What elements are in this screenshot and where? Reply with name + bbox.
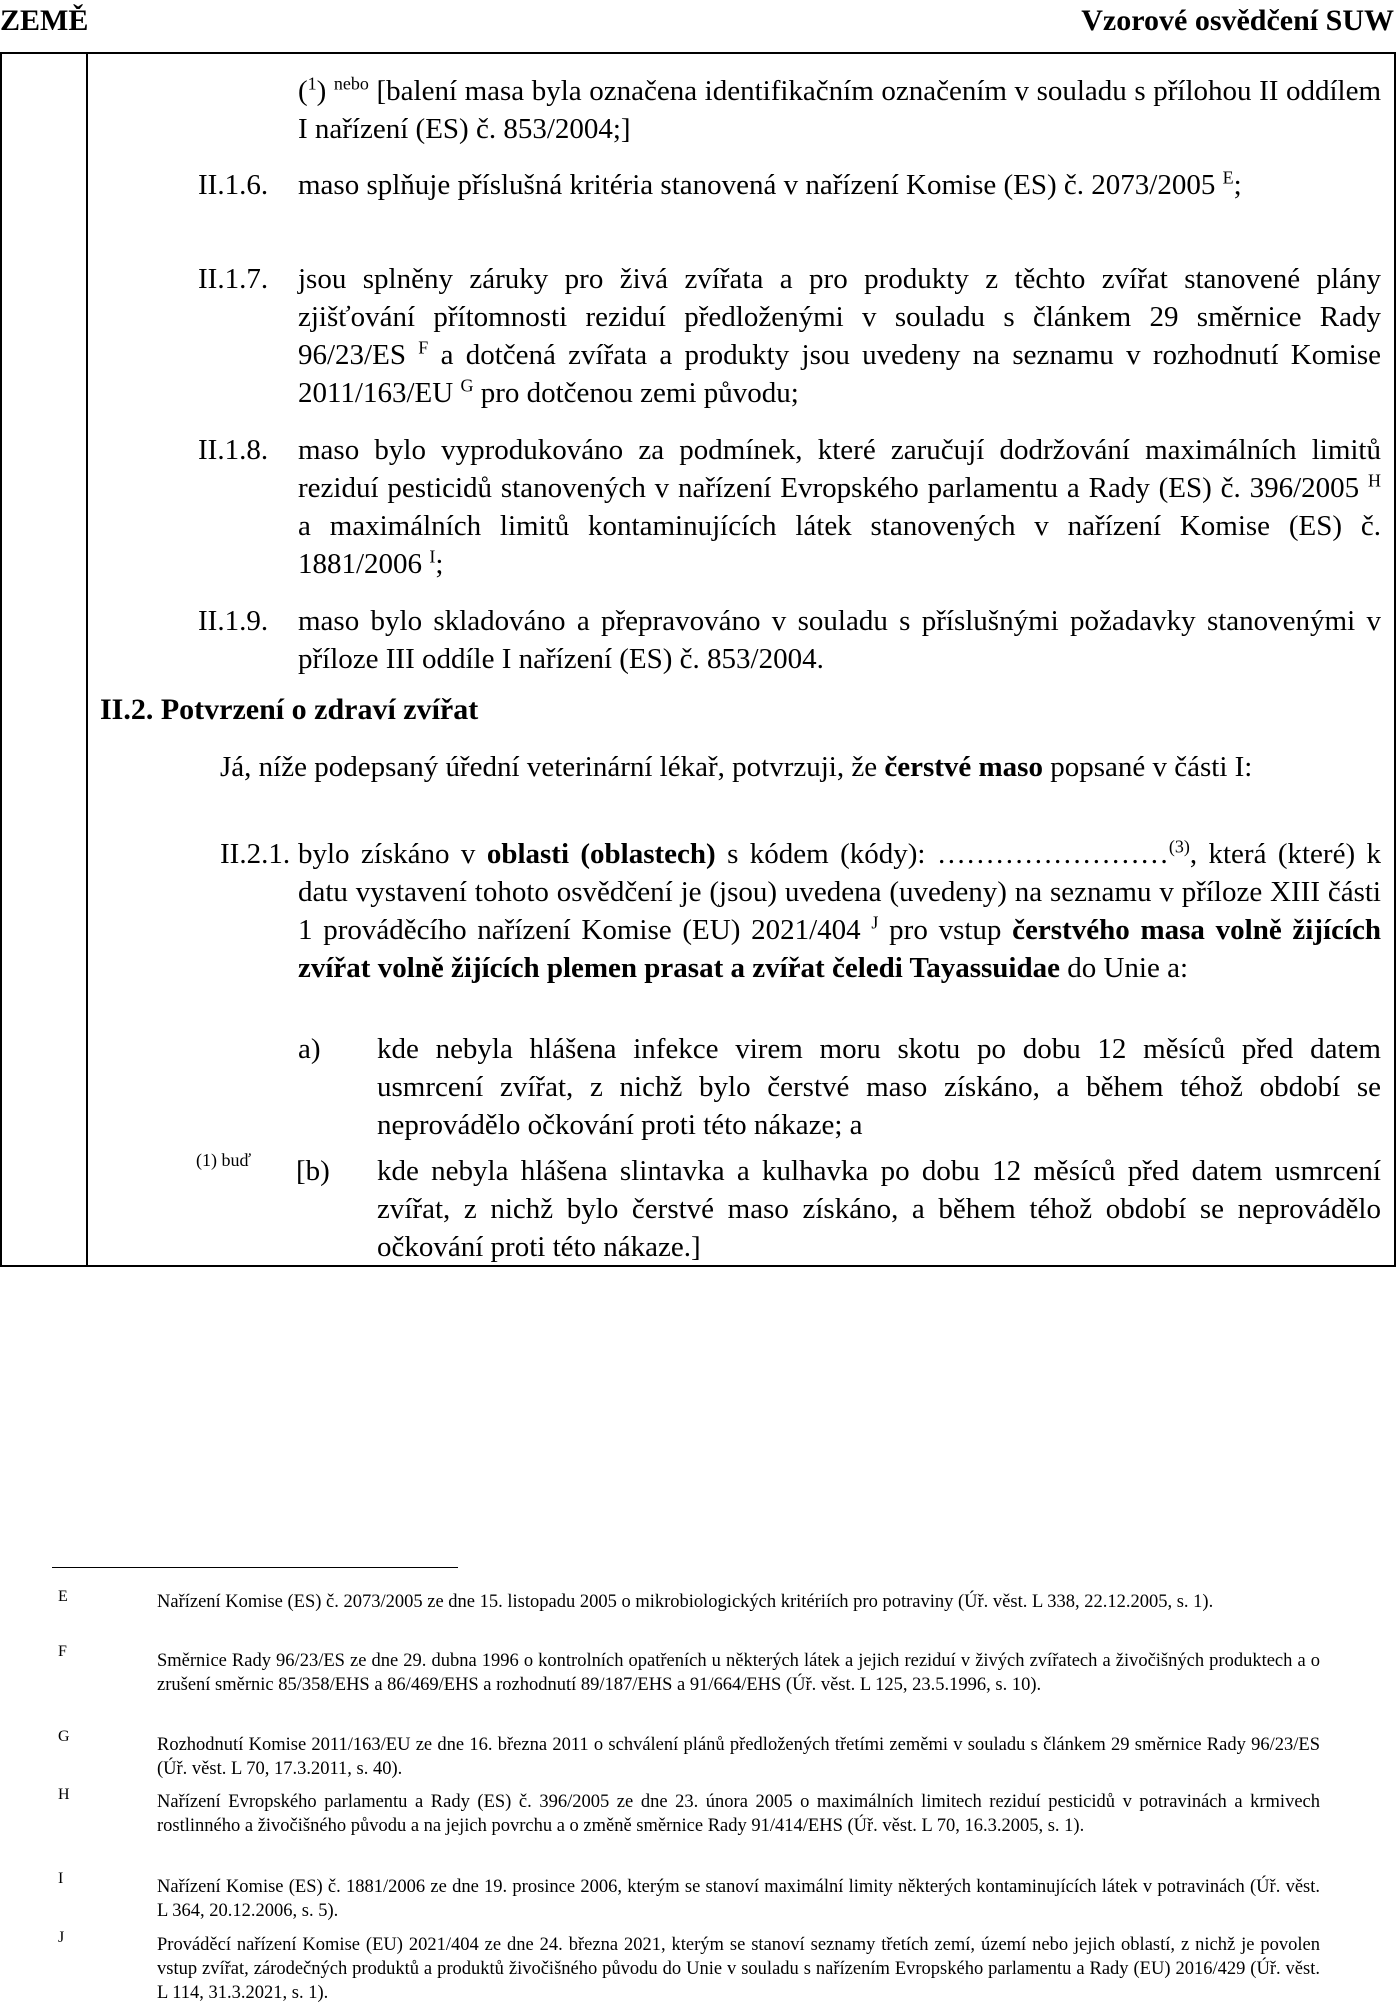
sub-item-b-label: [b): [296, 1155, 330, 1187]
sub-item-a-text: kde nebyla hlášena infekce virem moru skotu po dobu 12 měsíců před datem usmrcení zvířat, z nichž bylo čerstvé maso získáno, a během téhož období se neprovádělo očkování proti této nákaze; a: [377, 1033, 1381, 1141]
item-ii-1-6-text: maso splňuje příslušná kritéria stanovená v nařízení Komise (ES) č. 2073/2005 $^E$;: [298, 167, 1242, 201]
footnote-j: Prováděcí nařízení Komise (EU) 2021/404 ze dne 24. března 2021, kterým se stanoví seznamy třetích zemí, území nebo jejich oblastí, z nichž je povolen vstup zvířat, zárodečných produktů a produktů živočišného původu do Unie v souladu s nařízením Evropského parlamentu a Rady (EU) 2016/429 (Úř. věst. L 114, 31.3.2021, s. 1).: [157, 1935, 1320, 2003]
footnote-letter-e: E: [58, 1588, 68, 1605]
item-number-ii-1-9: II.1.9.: [198, 605, 269, 637]
footnote-letter-h: H: [58, 1786, 70, 1803]
footnote-i: Nařízení Komise (ES) č. 1881/2006 ze dne 19. prosince 2006, kterým se stanoví maximální limity některých kontaminujících látek v potravinách (Úř. věst. L 364, 20.12.2006, s. 5).: [157, 1877, 1320, 1921]
sub-item-a-label: a): [298, 1033, 321, 1065]
footnote-letter-j: J: [58, 1929, 65, 1946]
item-ii-2-1-first-line: bylo získáno v oblasti (oblastech) s kódem (kódy): ……………………$^{(3)}$, která (které) k datu vystavení tohoto osvědčení je (jsou) uvedena (uvedeny) na seznamu v příloze XIII části 1 prováděcího nařízení Komise (EU) 2021/404 $^J$ pro vstup čerstvého masa volně žijících zvířat volně žijících plemen prasat a zvířat čeledi Tayassuidae do Unie a:: [298, 836, 1382, 984]
item-ii-1-9-text: maso bylo skladováno a přepravováno v souladu s příslušnými požadavky stanovenými v příloze III oddíle I nařízení (ES) č. 853/2004.: [298, 605, 1381, 675]
footnote-separator: [52, 1567, 458, 1568]
item-number-ii-1-8: II.1.8.: [198, 434, 269, 466]
sub-item-b-text: kde nebyla hlášena slintavka a kulhavka po dobu 12 měsíců před datem usmrcení zvířat, z nichž bylo čerstvé maso získáno, a během téhož období se neprovádělo očkování proti této nákaze.]: [377, 1155, 1381, 1263]
item-ii-1-5-continuation: ($^1$) $^{nebo}$ [balení masa byla označena identifikačním označením v souladu s přílohou II oddílem I nařízení (ES) č. 853/2004;]: [298, 73, 1382, 145]
footnote-letter-i: I: [58, 1870, 64, 1887]
item-number-ii-1-6: II.1.6.: [198, 169, 269, 201]
footnote-letter-f: F: [58, 1643, 67, 1660]
item-ii-1-7-text: jsou splněny záruky pro živá zvířata a pro produkty z těchto zvířat stanovené plány zjišťování přítomnosti reziduí předloženými v souladu s článkem 29 směrnice Rady 96/23/ES $^F$ a dotčená zvířata a produkty jsou uvedeny na seznamu v rozhodnutí Komise 2011/163/EU $^G$ pro dotčenou zemi původu;: [298, 263, 1382, 409]
section-ii-2-heading: II.2. Potvrzení o zdraví zvířat: [100, 693, 479, 726]
margin-note: (1) buď: [196, 1150, 252, 1170]
country-header: ZEMĚ: [0, 4, 89, 37]
item-number-ii-2-1: II.2.1.: [220, 838, 291, 870]
left-column-divider: [86, 52, 88, 1267]
footnote-e: Nařízení Komise (ES) č. 2073/2005 ze dne 15. listopadu 2005 o mikrobiologických kritériích pro potraviny (Úř. věst. L 338, 22.12.2005, s. 1).: [157, 1592, 1214, 1612]
footnote-letter-g: G: [58, 1728, 70, 1745]
footnote-g: Rozhodnutí Komise 2011/163/EU ze dne 16. března 2011 o schválení plánů předložených třetími zeměmi v souladu s článkem 29 směrnice Rady 96/23/ES (Úř. věst. L 70, 17.3.2011, s. 40).: [157, 1735, 1320, 1779]
certificate-title: Vzorové osvědčení SUW: [1081, 4, 1394, 37]
footnote-h: Nařízení Evropského parlamentu a Rady (ES) č. 396/2005 ze dne 23. února 2005 o maximálních limitech reziduí pesticidů v potravinách a krmivech rostlinného a živočišného původu a na jejich povrchu a o změně směrnice Rady 91/414/EHS (Úř. věst. L 70, 16.3.2005, s. 1).: [157, 1792, 1320, 1836]
item-number-ii-1-7: II.1.7.: [198, 263, 269, 295]
section-ii-2-intro: Já, níže podepsaný úřední veterinární lékař, potvrzuji, že čerstvé maso popsané v části I:: [220, 751, 1253, 783]
footnote-f: Směrnice Rady 96/23/ES ze dne 29. dubna 1996 o kontrolních opatřeních u některých látek a jejich reziduí v živých zvířatech a živočišných produktech a o zrušení směrnic 85/358/EHS a 86/469/EHS a rozhodnutí 89/187/EHS a 91/664/EHS (Úř. věst. L 125, 23.5.1996, s. 10).: [157, 1651, 1320, 1695]
item-ii-1-8-text: maso bylo vyprodukováno za podmínek, které zaručují dodržování maximálních limitů reziduí pesticidů stanovených v nařízení Evropského parlamentu a Rady (ES) č. 396/2005 $^H$ a maximálních limitů kontaminujících látek stanovených v nařízení Komise (ES) č. 1881/2006 $^I$;: [298, 434, 1382, 580]
